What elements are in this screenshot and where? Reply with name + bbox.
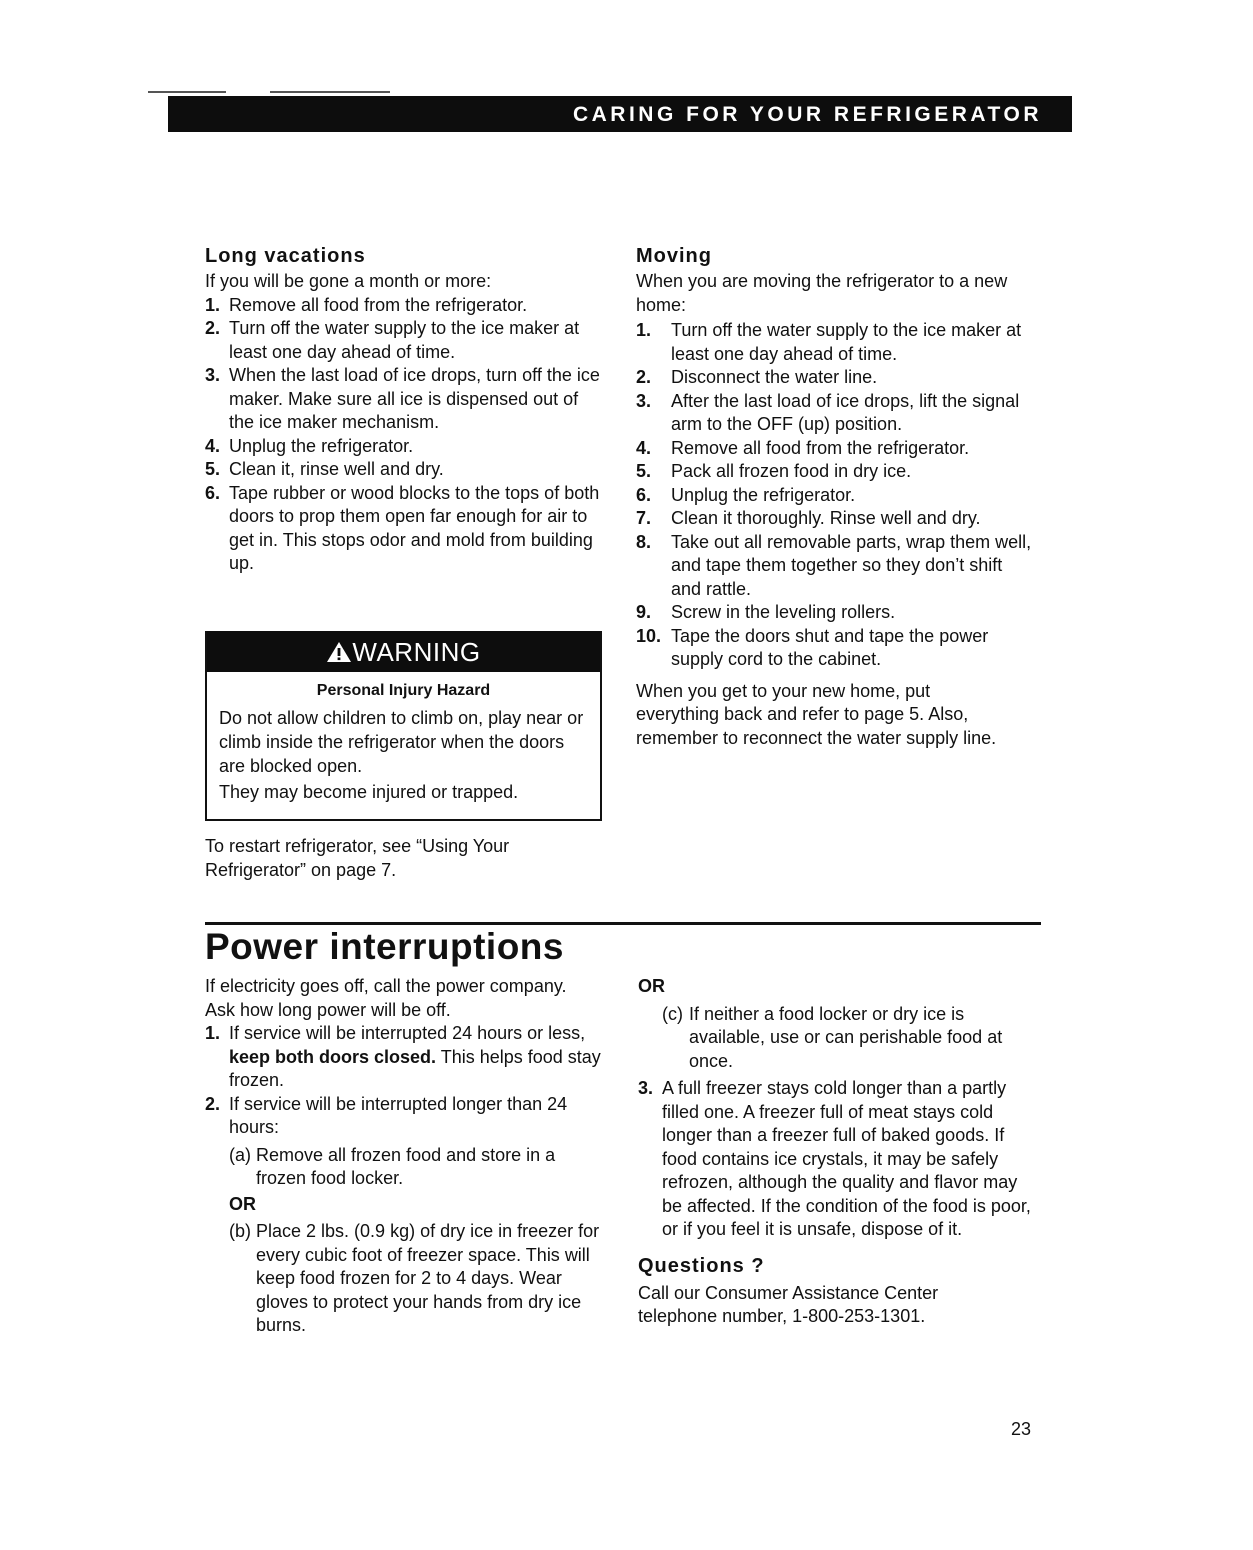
warning-label: WARNING	[352, 637, 481, 667]
power-interruptions-title: Power interruptions	[205, 926, 564, 967]
list-item: 3. A full freezer stays cold longer than a partly filled one. A freezer full of meat stays cold longer than a freezer full of baked goods. If food contains ice crystals, it may be safely refrozen, although the quality and flavor may be affected. If the condition of the food is poor, or if you feel it is unsafe, dispose of it.	[638, 1078, 1031, 1239]
list-item: 1. Turn off the water supply to the ice maker at least one day ahead of time.	[636, 320, 1022, 364]
section-header: CARING FOR YOUR REFRIGERATOR	[168, 96, 1072, 132]
long-vacations-steps	[205, 294, 605, 576]
or-label: OR	[229, 1193, 256, 1214]
list-item: 10. Tape the doors shut and tape the power supply cord to the cabinet.	[636, 625, 989, 669]
warning-subtitle: Personal Injury Hazard	[316, 682, 491, 699]
decorative-rule	[270, 91, 390, 93]
long-vacations-title: Long vacations	[205, 245, 366, 267]
list-item: 5. Pack all frozen food in dry ice.	[636, 461, 912, 481]
or-label: OR	[638, 976, 665, 996]
list-item: 5. Clean it, rinse well and dry.	[205, 459, 444, 479]
warning-text: They may become injured or trapped.	[219, 782, 519, 802]
list-item: 3. When the last load of ice drops, turn off the ice maker. Make sure all ice is dispensed out of the ice maker mechanism.	[205, 365, 600, 432]
moving-outro: When you get to your new home, put everything back and refer to page 5. Also, remember to reconnect the water supply line.	[636, 680, 997, 748]
list-item: 6. Tape rubber or wood blocks to the tops of both doors to prop them open far enough for air to get in. This stops odor and mold from building up.	[205, 482, 600, 573]
list-item: 2. Turn off the water supply to the ice maker at least one day ahead of time.	[205, 318, 580, 362]
list-item: 7. Clean it thoroughly. Rinse well and dry.	[636, 508, 981, 528]
page-number: 23	[1011, 1419, 1032, 1439]
sub-item: (b) Place 2 lbs. (0.9 kg) of dry ice in freezer for every cubic foot of freezer space. This will keep food frozen for 2 to 4 days. Wear gloves to protect your hands from dry ice burns.	[229, 1221, 600, 1335]
list-item: 4. Unplug the refrigerator.	[205, 435, 414, 456]
list-item: 9. Screw in the leveling rollers.	[636, 602, 896, 622]
power-intro: If electricity goes off, call the power company. Ask how long power will be off.	[205, 976, 567, 1020]
moving-intro: When you are moving the refrigerator to a new home:	[636, 271, 1008, 315]
decorative-rule	[148, 91, 226, 93]
power-steps-continued	[638, 1077, 1038, 1242]
warning-text: Do not allow children to climb on, play near or climb inside the refrigerator when the doors are blocked open.	[219, 708, 584, 776]
power-steps	[205, 1022, 605, 1338]
list-item: 1. Remove all food from the refrigerator.	[205, 294, 528, 315]
power-right-column	[638, 975, 1038, 1329]
sub-item: (c) If neither a food locker or dry ice is available, use or can perishable food at once.	[662, 1003, 1003, 1071]
warning-box	[205, 631, 602, 821]
moving-section	[636, 244, 1036, 750]
list-item: 2. If service will be interrupted longer than 24 hours: (a) Remove all frozen food and store in a frozen food locker. OR (b) Place 2 lbs. (0.9 kg) of dry ice in freezer for every cubic foot of freezer space. This will keep food frozen for 2 to 4 days. Wear gloves to protect your hands from dry ice burns.	[205, 1093, 605, 1338]
warning-header	[207, 631, 600, 672]
list-item: 3. After the last load of ice drops, lift the signal arm to the OFF (up) position.	[636, 390, 1020, 434]
list-item: 4. Remove all food from the refrigerator.	[636, 437, 970, 458]
moving-steps	[636, 319, 1036, 672]
list-item: 1. If service will be interrupted 24 hours or less, keep both doors closed. This helps food stay frozen.	[205, 1023, 601, 1090]
long-vacations-intro: If you will be gone a month or more:	[205, 271, 492, 291]
sub-item: (a) Remove all frozen food and store in a frozen food locker.	[229, 1144, 556, 1188]
warning-triangle-icon	[326, 641, 352, 663]
moving-title: Moving	[636, 245, 712, 267]
power-left-column	[205, 975, 605, 1338]
restart-note: To restart refrigerator, see “Using Your Refrigerator” on page 7.	[205, 836, 510, 880]
section-divider	[205, 922, 1041, 925]
list-item: 6. Unplug the refrigerator.	[636, 484, 856, 505]
list-item: 2. Disconnect the water line.	[636, 367, 878, 387]
questions-text: Call our Consumer Assistance Center telephone number, 1-800-253-1301.	[638, 1282, 939, 1326]
long-vacations-section	[205, 244, 605, 576]
list-item: 8. Take out all removable parts, wrap them well, and tape them together so they don’t shift and rattle.	[636, 531, 1032, 599]
questions-title: Questions ?	[638, 1254, 765, 1277]
